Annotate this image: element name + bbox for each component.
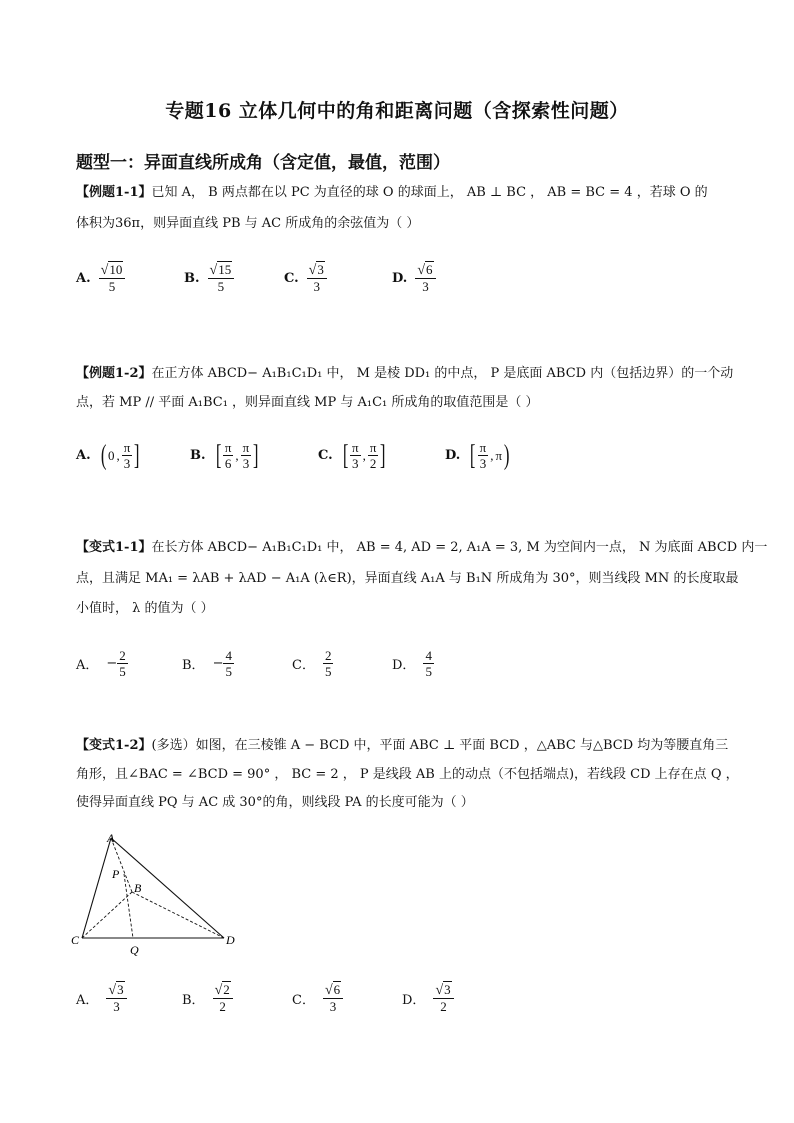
option-label: A． <box>76 992 99 1008</box>
option-label: A. <box>76 448 91 463</box>
fraction: $\frac{√3}{3}$ <box>307 262 327 294</box>
lower-bound: $\frac{\pi}{3}$ <box>479 440 487 471</box>
fraction: $\frac{2}{5}$ <box>324 648 332 679</box>
point-p-label: P <box>112 867 120 881</box>
var11-tag: 【变式1-1】 <box>76 540 152 555</box>
ex11-text1: 已知 A， B 两点都在以 PC 为直径的球 O 的球面上， AB ⊥ BC ， AB = BC = 4 ，若球 O 的 <box>151 185 708 200</box>
radicand: 10 <box>109 262 123 277</box>
ex11-option-d[interactable] <box>392 262 436 294</box>
option-label: B. <box>184 270 200 286</box>
section-heading: 题型一：异面直线所成角（含定值，最值，范围） <box>76 153 450 173</box>
denominator: 2 <box>440 999 447 1014</box>
radicand: 3 <box>444 982 451 997</box>
interval: [ $\frac{\pi}{3}$ , π ) <box>470 439 510 471</box>
radicand: 15 <box>218 262 232 277</box>
upper-bound: $\frac{\pi}{3}$ <box>123 440 131 471</box>
option-label: C. <box>318 448 333 463</box>
var11-option-a[interactable] <box>76 648 128 679</box>
var12-option-a[interactable] <box>76 982 127 1014</box>
vertex-c-label: C <box>71 933 80 947</box>
fraction: $\frac{√10}{5}$ <box>99 262 126 294</box>
ex11-line1 <box>76 180 708 206</box>
page-title: 专题16 立体几何中的角和距离问题（含探索性问题） <box>165 100 629 122</box>
var11-option-b[interactable] <box>182 648 234 679</box>
option-label: D. <box>445 448 461 463</box>
radicand: 6 <box>333 982 341 997</box>
interval: [ $\frac{\pi}{3}$ , $\frac{\pi}{2}$ ] <box>342 439 386 471</box>
var11-line2: 点，且满足 MA₁ = λAB + λAD − A₁A (λ∈R)，异面直线 A₁A 与 B₁N 所成角为 30°，则当线段 MN 的长度取最 <box>76 571 739 586</box>
ex12-option-b[interactable] <box>190 440 261 471</box>
ex12-option-d[interactable] <box>445 440 511 471</box>
var11-line1 <box>76 535 767 561</box>
left-bracket: [ <box>342 439 349 471</box>
var12-line3: 使得异面直线 PQ 与 AC 成 30°的角，则线段 PA 的长度可能为（ ） <box>76 795 474 810</box>
option-label: B． <box>182 992 205 1008</box>
edge-ac <box>82 838 111 938</box>
var12-tag: 【变式1-2】 <box>76 738 152 753</box>
radicand: 6 <box>426 262 433 277</box>
var12-option-d[interactable] <box>402 982 454 1014</box>
lower-bound: $\frac{\pi}{6}$ <box>224 440 232 471</box>
edge-bc <box>82 892 132 938</box>
tetrahedron-figure <box>66 828 246 960</box>
right-bracket: ] <box>253 439 259 471</box>
segment-pq <box>124 874 133 938</box>
ex11-option-c[interactable] <box>284 262 327 294</box>
radicand: 3 <box>317 262 324 277</box>
fraction: $\frac{√6}{3}$ <box>415 262 435 294</box>
sign: − <box>212 656 224 671</box>
left-bracket: [ <box>215 439 221 471</box>
denominator: 3 <box>313 279 320 294</box>
ex12-option-a[interactable] <box>76 440 142 471</box>
ex12-option-c[interactable] <box>318 440 388 471</box>
edge-ad <box>111 838 224 938</box>
fraction: $\frac{4}{5}$ <box>225 648 232 679</box>
edge-bd <box>132 892 224 938</box>
left-bracket: ( <box>100 439 107 471</box>
fraction: $\frac{4}{5}$ <box>425 648 432 679</box>
var12-line1 <box>76 733 728 759</box>
option-label: B． <box>182 658 205 673</box>
ex11-tag: 【例题1-1】 <box>76 185 152 200</box>
option-label: D． <box>402 992 426 1008</box>
sign: − <box>106 656 118 671</box>
interval: [ $\frac{\pi}{6}$ , $\frac{\pi}{3}$ ] <box>215 439 259 471</box>
fraction: $\frac{√6}{3}$ <box>323 982 343 1014</box>
option-label: A. <box>76 270 91 286</box>
denominator: 2 <box>219 999 226 1014</box>
option-label: A． <box>76 658 99 673</box>
fraction: $\frac{√3}{3}$ <box>106 982 126 1014</box>
right-bracket: ) <box>503 439 510 471</box>
ex11-option-b[interactable] <box>184 262 234 294</box>
ex12-tag: 【例题1-2】 <box>76 366 152 381</box>
option-label: C． <box>292 992 315 1008</box>
denominator: 3 <box>329 999 337 1014</box>
option-label: D． <box>392 658 416 673</box>
point-q-label: Q <box>130 943 139 957</box>
denominator: 3 <box>422 279 429 294</box>
denominator: 5 <box>108 279 116 294</box>
right-bracket: ] <box>134 439 140 471</box>
left-bracket: [ <box>470 439 476 471</box>
fraction: $\frac{√2}{2}$ <box>213 982 233 1014</box>
ex12-text1: 在正方体 ABCD− A₁B₁C₁D₁ 中， M 是棱 DD₁ 的中点， P 是底面 ABCD 内（包括边界）的一个动 <box>151 366 734 381</box>
option-label: C. <box>284 270 299 286</box>
radicand: 2 <box>223 982 230 997</box>
lower-bound: $\frac{\pi}{3}$ <box>351 440 359 471</box>
lower-bound: 0 <box>107 447 115 463</box>
var12-option-b[interactable] <box>182 982 233 1014</box>
upper-bound: $\frac{\pi}{3}$ <box>242 440 250 471</box>
edge-ab <box>111 838 132 892</box>
ex12-line1 <box>76 361 733 387</box>
ex11-option-a[interactable] <box>76 262 125 294</box>
interval: ( 0 , $\frac{\pi}{3}$ ] <box>100 439 140 471</box>
var12-option-c[interactable] <box>292 982 343 1014</box>
denominator: 3 <box>113 999 120 1014</box>
var12-text1: (多选）如图，在三棱锥 A − BCD 中，平面 ABC ⊥ 平面 BCD ，△ABC 与△BCD 均为等腰直角三 <box>151 738 729 753</box>
fraction: $\frac{√15}{5}$ <box>208 262 235 294</box>
upper-bound: $\frac{\pi}{2}$ <box>369 440 377 471</box>
ex11-line2: 体积为36π，则异面直线 PB 与 AC 所成角的余弦值为（ ） <box>76 216 420 231</box>
fraction: $\frac{2}{5}$ <box>119 648 126 679</box>
fraction: $\frac{√3}{2}$ <box>433 982 453 1014</box>
var12-line2: 角形，且∠BAC = ∠BCD = 90° ， BC = 2 ， P 是线段 AB 上的动点（不包括端点)，若线段 CD 上存在点 Q ， <box>76 767 739 782</box>
ex12-line2: 点，若 MP // 平面 A₁BC₁ ，则异面直线 MP 与 A₁C₁ 所成角的取值范围是（ ） <box>76 395 539 410</box>
var11-text1: 在长方体 ABCD− A₁B₁C₁D₁ 中， AB = 4, AD = 2, A₁A = 3, M 为空间内一点， N 为底面 ABCD 内一 <box>151 540 768 555</box>
right-bracket: ] <box>380 439 386 471</box>
var11-option-c[interactable] <box>292 648 333 679</box>
var11-line3: 小值时， λ 的值为（ ） <box>76 601 214 616</box>
option-label: C． <box>292 658 315 673</box>
vertex-b-label: B <box>134 881 142 895</box>
radicand: 3 <box>117 982 124 997</box>
option-label: D. <box>392 270 408 286</box>
upper-bound: π <box>495 447 503 463</box>
vertex-d-label: D <box>226 933 235 947</box>
denominator: 5 <box>217 279 225 294</box>
var11-option-d[interactable] <box>392 648 434 679</box>
vertex-a-label: A <box>107 831 115 845</box>
option-label: B. <box>190 448 206 463</box>
